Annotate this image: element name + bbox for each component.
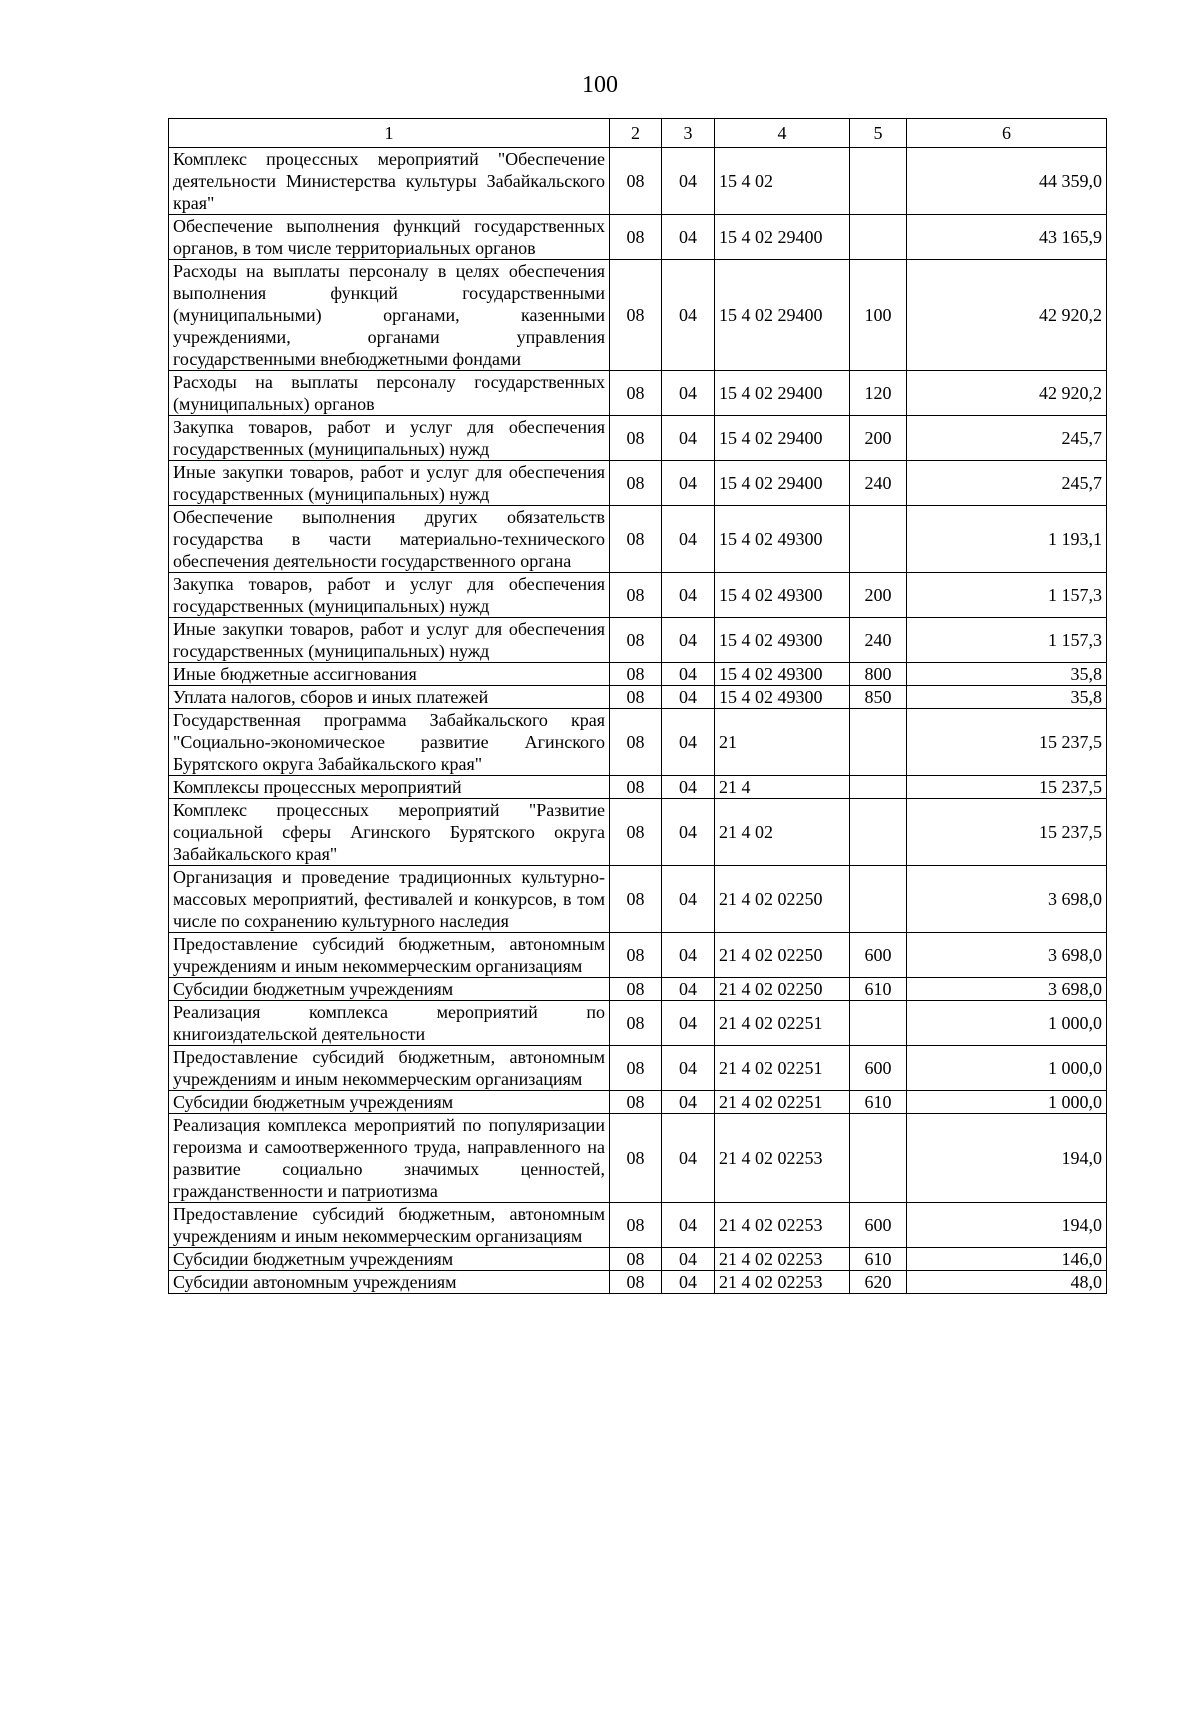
cell-subsection: 04 — [662, 933, 715, 978]
cell-amount: 3 698,0 — [907, 933, 1107, 978]
cell-target-article: 21 4 02 02251 — [715, 1001, 850, 1046]
cell-name: Субсидии автономным учреждениям — [169, 1271, 610, 1294]
cell-expense-type: 120 — [850, 371, 907, 416]
cell-expense-type: 850 — [850, 686, 907, 709]
cell-name: Обеспечение выполнения других обязательств государства в части материально-технического обеспечения деятельности государственного органа — [169, 506, 610, 573]
cell-section: 08 — [610, 866, 662, 933]
cell-expense-type — [850, 776, 907, 799]
cell-amount: 15 237,5 — [907, 776, 1107, 799]
cell-amount: 1 000,0 — [907, 1046, 1107, 1091]
cell-subsection: 04 — [662, 663, 715, 686]
cell-subsection: 04 — [662, 148, 715, 215]
table-row — [169, 933, 1107, 978]
cell-subsection: 04 — [662, 461, 715, 506]
cell-name: Предоставление субсидий бюджетным, автономным учреждениям и иным некоммерческим организациям — [169, 1046, 610, 1091]
cell-section: 08 — [610, 1114, 662, 1203]
cell-name: Государственная программа Забайкальского края "Социально-экономическое развитие Агинского Бурятского округа Забайкальского края" — [169, 709, 610, 776]
cell-subsection: 04 — [662, 618, 715, 663]
table-row — [169, 799, 1107, 866]
cell-amount: 1 157,3 — [907, 618, 1107, 663]
cell-expense-type — [850, 1114, 907, 1203]
cell-section: 08 — [610, 618, 662, 663]
cell-name: Уплата налогов, сборов и иных платежей — [169, 686, 610, 709]
cell-target-article: 21 4 02 02253 — [715, 1248, 850, 1271]
cell-target-article: 15 4 02 29400 — [715, 260, 850, 371]
cell-target-article: 21 4 02 02253 — [715, 1203, 850, 1248]
cell-expense-type: 620 — [850, 1271, 907, 1294]
cell-name: Иные закупки товаров, работ и услуг для обеспечения государственных (муниципальных) нужд — [169, 618, 610, 663]
cell-section: 08 — [610, 1203, 662, 1248]
table-row — [169, 618, 1107, 663]
cell-amount: 15 237,5 — [907, 709, 1107, 776]
cell-section: 08 — [610, 215, 662, 260]
cell-expense-type — [850, 506, 907, 573]
cell-target-article: 15 4 02 29400 — [715, 416, 850, 461]
cell-name: Обеспечение выполнения функций государственных органов, в том числе территориальных органов — [169, 215, 610, 260]
column-header-expense-type: 5 — [850, 119, 907, 148]
cell-amount: 194,0 — [907, 1114, 1107, 1203]
table-row — [169, 1091, 1107, 1114]
cell-expense-type — [850, 709, 907, 776]
table-row — [169, 371, 1107, 416]
cell-section: 08 — [610, 709, 662, 776]
cell-amount: 245,7 — [907, 461, 1107, 506]
cell-section: 08 — [610, 799, 662, 866]
cell-target-article: 21 — [715, 709, 850, 776]
table-row — [169, 1001, 1107, 1046]
table-row — [169, 461, 1107, 506]
cell-section: 08 — [610, 1271, 662, 1294]
table-row — [169, 686, 1107, 709]
column-header-subsection: 3 — [662, 119, 715, 148]
cell-target-article: 15 4 02 49300 — [715, 618, 850, 663]
cell-name: Комплекс процессных мероприятий "Обеспечение деятельности Министерства культуры Забайкальского края" — [169, 148, 610, 215]
cell-subsection: 04 — [662, 866, 715, 933]
cell-name: Субсидии бюджетным учреждениям — [169, 1091, 610, 1114]
cell-target-article: 15 4 02 49300 — [715, 663, 850, 686]
cell-target-article: 21 4 02 02253 — [715, 1271, 850, 1294]
cell-subsection: 04 — [662, 709, 715, 776]
header-row — [169, 119, 1107, 148]
column-header-amount: 6 — [907, 119, 1107, 148]
cell-name: Субсидии бюджетным учреждениям — [169, 1248, 610, 1271]
cell-expense-type: 610 — [850, 1248, 907, 1271]
cell-expense-type: 200 — [850, 416, 907, 461]
cell-target-article: 15 4 02 29400 — [715, 461, 850, 506]
cell-section: 08 — [610, 1248, 662, 1271]
table-row — [169, 1114, 1107, 1203]
cell-expense-type: 800 — [850, 663, 907, 686]
cell-expense-type: 600 — [850, 1203, 907, 1248]
cell-target-article: 21 4 02 02250 — [715, 866, 850, 933]
cell-section: 08 — [610, 1046, 662, 1091]
cell-amount: 35,8 — [907, 663, 1107, 686]
cell-name: Организация и проведение традиционных культурно-массовых мероприятий, фестивалей и конкурсов, в том числе по сохранению культурного наследия — [169, 866, 610, 933]
cell-amount: 1 000,0 — [907, 1091, 1107, 1114]
cell-name: Иные бюджетные ассигнования — [169, 663, 610, 686]
cell-amount: 35,8 — [907, 686, 1107, 709]
cell-name: Предоставление субсидий бюджетным, автономным учреждениям и иным некоммерческим организациям — [169, 1203, 610, 1248]
budget-table — [168, 118, 1107, 1294]
cell-amount: 42 920,2 — [907, 371, 1107, 416]
cell-subsection: 04 — [662, 1271, 715, 1294]
cell-expense-type — [850, 799, 907, 866]
cell-subsection: 04 — [662, 371, 715, 416]
cell-section: 08 — [610, 1091, 662, 1114]
cell-amount: 42 920,2 — [907, 260, 1107, 371]
cell-subsection: 04 — [662, 506, 715, 573]
cell-subsection: 04 — [662, 776, 715, 799]
cell-expense-type: 600 — [850, 933, 907, 978]
cell-section: 08 — [610, 371, 662, 416]
cell-amount: 1 193,1 — [907, 506, 1107, 573]
cell-subsection: 04 — [662, 1203, 715, 1248]
cell-amount: 1 157,3 — [907, 573, 1107, 618]
cell-name: Субсидии бюджетным учреждениям — [169, 978, 610, 1001]
column-header-target-article: 4 — [715, 119, 850, 148]
cell-expense-type: 100 — [850, 260, 907, 371]
cell-name: Комплекс процессных мероприятий "Развитие социальной сферы Агинского Бурятского округа Забайкальского края" — [169, 799, 610, 866]
cell-subsection: 04 — [662, 1114, 715, 1203]
column-header-section: 2 — [610, 119, 662, 148]
column-header-name: 1 — [169, 119, 610, 148]
cell-name: Иные закупки товаров, работ и услуг для обеспечения государственных (муниципальных) нужд — [169, 461, 610, 506]
cell-subsection: 04 — [662, 799, 715, 866]
table-row — [169, 978, 1107, 1001]
cell-amount: 43 165,9 — [907, 215, 1107, 260]
cell-section: 08 — [610, 933, 662, 978]
table-row — [169, 215, 1107, 260]
table-row — [169, 776, 1107, 799]
cell-subsection: 04 — [662, 416, 715, 461]
table-row — [169, 1203, 1107, 1248]
cell-section: 08 — [610, 461, 662, 506]
table-row — [169, 1248, 1107, 1271]
cell-subsection: 04 — [662, 978, 715, 1001]
cell-amount: 146,0 — [907, 1248, 1107, 1271]
cell-name: Реализация комплекса мероприятий по книгоиздательской деятельности — [169, 1001, 610, 1046]
cell-amount: 44 359,0 — [907, 148, 1107, 215]
cell-target-article: 21 4 02 02251 — [715, 1046, 850, 1091]
cell-amount: 15 237,5 — [907, 799, 1107, 866]
cell-target-article: 21 4 02 02250 — [715, 933, 850, 978]
cell-expense-type — [850, 866, 907, 933]
cell-subsection: 04 — [662, 215, 715, 260]
cell-subsection: 04 — [662, 1046, 715, 1091]
cell-subsection: 04 — [662, 686, 715, 709]
cell-section: 08 — [610, 573, 662, 618]
cell-amount: 194,0 — [907, 1203, 1107, 1248]
cell-expense-type: 600 — [850, 1046, 907, 1091]
cell-section: 08 — [610, 260, 662, 371]
cell-target-article: 15 4 02 29400 — [715, 215, 850, 260]
cell-amount: 3 698,0 — [907, 978, 1107, 1001]
table-row — [169, 1046, 1107, 1091]
cell-amount: 245,7 — [907, 416, 1107, 461]
cell-target-article: 15 4 02 49300 — [715, 506, 850, 573]
cell-section: 08 — [610, 663, 662, 686]
cell-amount: 48,0 — [907, 1271, 1107, 1294]
cell-amount: 1 000,0 — [907, 1001, 1107, 1046]
cell-expense-type: 240 — [850, 618, 907, 663]
table-row — [169, 573, 1107, 618]
cell-target-article: 15 4 02 29400 — [715, 371, 850, 416]
table-row — [169, 506, 1107, 573]
cell-section: 08 — [610, 416, 662, 461]
cell-expense-type: 240 — [850, 461, 907, 506]
table-row — [169, 416, 1107, 461]
cell-expense-type: 610 — [850, 978, 907, 1001]
cell-section: 08 — [610, 506, 662, 573]
cell-target-article: 21 4 02 02250 — [715, 978, 850, 1001]
cell-name: Расходы на выплаты персоналу в целях обеспечения выполнения функций государственными (муниципальными) органами, казенными учреждениями, органами управления государственными внебюджетными фондами — [169, 260, 610, 371]
cell-section: 08 — [610, 148, 662, 215]
cell-target-article: 21 4 02 — [715, 799, 850, 866]
cell-name: Предоставление субсидий бюджетным, автономным учреждениям и иным некоммерческим организациям — [169, 933, 610, 978]
cell-target-article: 21 4 02 02251 — [715, 1091, 850, 1114]
cell-expense-type: 200 — [850, 573, 907, 618]
table-row — [169, 866, 1107, 933]
cell-name: Реализация комплекса мероприятий по популяризации героизма и самоотверженного труда, направленного на развитие социально значимых ценностей, гражданственности и патриотизма — [169, 1114, 610, 1203]
cell-subsection: 04 — [662, 1001, 715, 1046]
cell-expense-type — [850, 1001, 907, 1046]
cell-section: 08 — [610, 686, 662, 709]
page-number: 100 — [582, 72, 618, 98]
cell-subsection: 04 — [662, 1248, 715, 1271]
cell-amount: 3 698,0 — [907, 866, 1107, 933]
cell-target-article: 15 4 02 49300 — [715, 573, 850, 618]
cell-section: 08 — [610, 776, 662, 799]
cell-name: Закупка товаров, работ и услуг для обеспечения государственных (муниципальных) нужд — [169, 573, 610, 618]
table-body — [169, 148, 1107, 1294]
cell-expense-type: 610 — [850, 1091, 907, 1114]
cell-expense-type — [850, 148, 907, 215]
cell-target-article: 15 4 02 — [715, 148, 850, 215]
cell-section: 08 — [610, 978, 662, 1001]
cell-name: Закупка товаров, работ и услуг для обеспечения государственных (муниципальных) нужд — [169, 416, 610, 461]
table-row — [169, 148, 1107, 215]
cell-section: 08 — [610, 1001, 662, 1046]
cell-name: Расходы на выплаты персоналу государственных (муниципальных) органов — [169, 371, 610, 416]
cell-target-article: 21 4 02 02253 — [715, 1114, 850, 1203]
table-row — [169, 663, 1107, 686]
cell-subsection: 04 — [662, 260, 715, 371]
table-row — [169, 709, 1107, 776]
cell-target-article: 21 4 — [715, 776, 850, 799]
cell-target-article: 15 4 02 49300 — [715, 686, 850, 709]
cell-name: Комплексы процессных мероприятий — [169, 776, 610, 799]
table-row — [169, 1271, 1107, 1294]
table-row — [169, 260, 1107, 371]
cell-expense-type — [850, 215, 907, 260]
cell-subsection: 04 — [662, 1091, 715, 1114]
cell-subsection: 04 — [662, 573, 715, 618]
